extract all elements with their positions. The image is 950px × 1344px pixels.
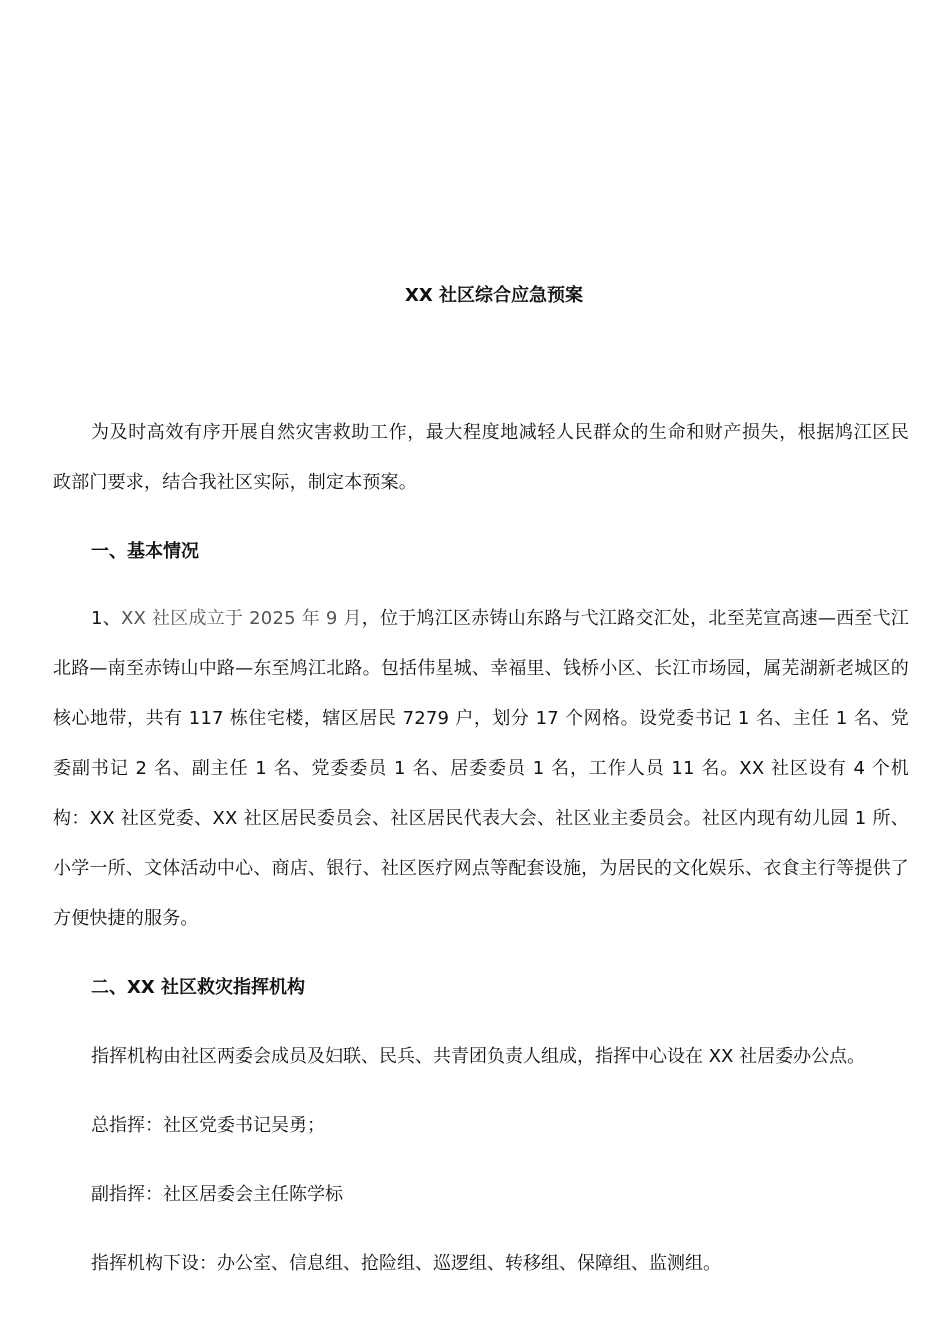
command-composition: 指挥机构由社区两委会成员及妇联、民兵、共青团负责人组成，指挥中心设在 XX 社居委办公点。: [91, 1046, 866, 1067]
basic-info-number: 1、: [91, 608, 121, 629]
commander-in-chief: 总指挥：社区党委书记吴勇；: [91, 1115, 325, 1136]
basic-info-established: XX 社区成立于 2025 年 9 月: [120, 608, 362, 629]
basic-info-body: ，位于鸠江区赤铸山东路与弋江路交汇处，北至芜宣高速—西至弋江北路—南至赤铸山中路—东至鸠江北路。包括伟星城、幸福里、钱桥小区、长江市场园，属芜湖新老城区的核心地带，共有 117 栋住宅楼，辖区居民 7279 户，划分 17 个网格。设党委书记 1 名、主任 1 名、党委副书记 2 名、副主任 1 名、党委委员 1 名、居委委员 1 名，工作人员 11 名。XX 社区设有 4 个机构：XX 社区党委、XX 社区居民委员会、社区居民代表大会、社区业主委员会。社区内现有幼儿园 1 所、小学一所、文体活动中心、商店、银行、社区医疗网点等配套设施，为居民的文化娱乐、衣食主行等提供了方便快捷的服务。: [53, 608, 909, 929]
document-title: XX 社区综合应急预案: [404, 285, 584, 306]
section-heading-command: 二、XX 社区救灾指挥机构: [91, 977, 306, 998]
basic-info-paragraph: [53, 594, 909, 944]
section-heading-basic-info: 一、基本情况: [91, 541, 199, 562]
deputy-commander: 副指挥：社区居委会主任陈学标: [91, 1184, 343, 1205]
command-subdivisions: 指挥机构下设：办公室、信息组、抢险组、巡逻组、转移组、保障组、监测组。: [91, 1253, 721, 1274]
intro-paragraph: 为及时高效有序开展自然灾害救助工作，最大程度地减轻人民群众的生命和财产损失，根据鸠江区民政部门要求，结合我社区实际，制定本预案。: [53, 422, 909, 493]
